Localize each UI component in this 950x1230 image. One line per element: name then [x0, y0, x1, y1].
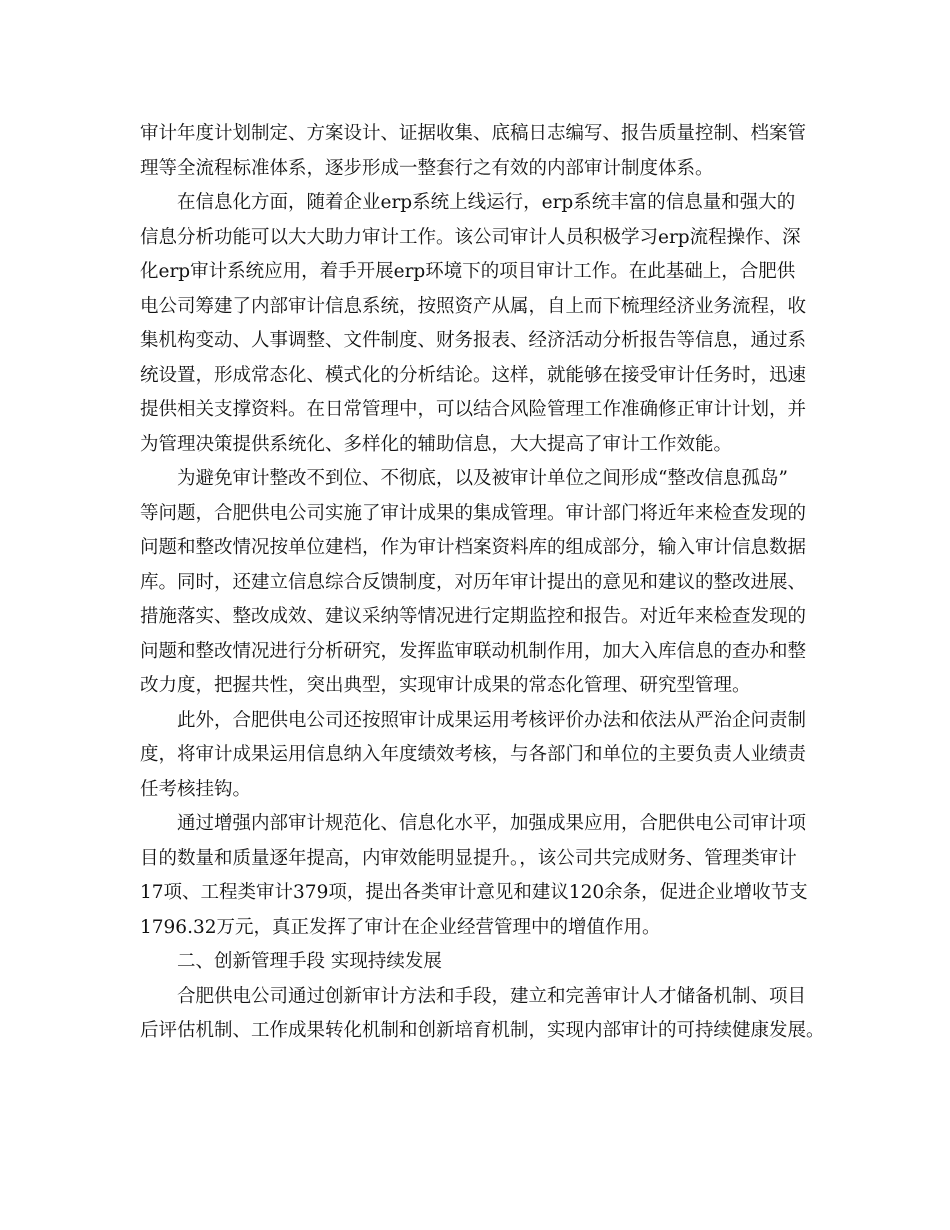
text-line: 改力度，把握共性，突出典型，实现审计成果的常态化管理、研究型管理。 — [140, 675, 751, 696]
text-line: 化erp审计系统应用，着手开展erp环境下的项目审计工作。在此基础上，合肥供 — [140, 261, 796, 282]
text-line: 信息分析功能可以大大助力审计工作。该公司审计人员积极学习erp流程操作、深 — [140, 226, 801, 248]
text-line: 审计年度计划制定、方案设计、证据收集、底稿日志编写、报告质量控制、档案管 — [140, 123, 807, 144]
text-line: 后评估机制、工作成果转化机制和创新培育机制，实现内部审计的可持续健康发展。 — [140, 1020, 825, 1041]
paragraph-first-line: 为避免审计整改不到位、不彻底，以及被审计单位之间形成“整改信息孤岛” — [177, 468, 788, 489]
text-line: 度，将审计成果运用信息纳入年度绩效考核，与各部门和单位的主要负责人业绩责 — [140, 744, 807, 765]
text-line: 措施落实、整改成效、建议采纳等情况进行定期监控和报告。对近年来检查发现的 — [140, 606, 807, 627]
text-line: 集机构变动、人事调整、文件制度、财务报表、经济活动分析报告等信息，通过系 — [140, 330, 807, 351]
text-line: 等问题，合肥供电公司实施了审计成果的集成管理。审计部门将近年来检查发现的 — [140, 502, 807, 524]
text-line: 问题和整改情况进行分析研究，发挥监审联动机制作用，加大入库信息的查办和整 — [140, 640, 807, 662]
text-line: 电公司筹建了内部审计信息系统，按照资产从属，自上而下梳理经济业务流程，收 — [140, 295, 807, 317]
document-body — [140, 117, 826, 1049]
section-heading: 二、创新管理手段 实现持续发展 — [177, 951, 442, 972]
text-line: 任考核挂钩。 — [140, 778, 252, 800]
text-line: 提供相关支撑资料。在日常管理中，可以结合风险管理工作准确修正审计计划，并 — [140, 399, 807, 420]
text-line: 17项、工程类审计379项，提出各类审计意见和建议120余条，促进企业增收节支 — [140, 882, 808, 903]
text-line: 目的数量和质量逐年提高，内审效能明显提升。，该公司共完成财务、管理类审计 — [140, 847, 797, 869]
text-line: 为管理决策提供系统化、多样化的辅助信息，大大提高了审计工作效能。 — [140, 433, 733, 455]
text-line: 1796.32万元，真正发挥了审计在企业经营管理中的增值作用。 — [140, 916, 661, 938]
paragraph-first-line: 合肥供电公司通过创新审计方法和手段，建立和完善审计人才储备机制、项目 — [177, 985, 807, 1007]
text-line: 统设置，形成常态化、模式化的分析结论。这样，就能够在接受审计任务时，迅速 — [140, 364, 807, 386]
text-line: 问题和整改情况按单位建档，作为审计档案资料库的组成部分，输入审计信息数据 — [140, 537, 807, 558]
paragraph-first-line: 通过增强内部审计规范化、信息化水平，加强成果应用，合肥供电公司审计项 — [177, 813, 807, 834]
text-line: 理等全流程标准体系，逐步形成一整套行之有效的内部审计制度体系。 — [140, 157, 714, 179]
text-line: 库。同时，还建立信息综合反馈制度，对历年审计提出的意见和建议的整改进展、 — [140, 571, 807, 593]
paragraph-first-line: 此外，合肥供电公司还按照审计成果运用考核评价办法和依法从严治企问责制 — [177, 709, 807, 731]
paragraph-first-line: 在信息化方面，随着企业erp系统上线运行，erp系统丰富的信息量和强大的 — [177, 192, 796, 213]
